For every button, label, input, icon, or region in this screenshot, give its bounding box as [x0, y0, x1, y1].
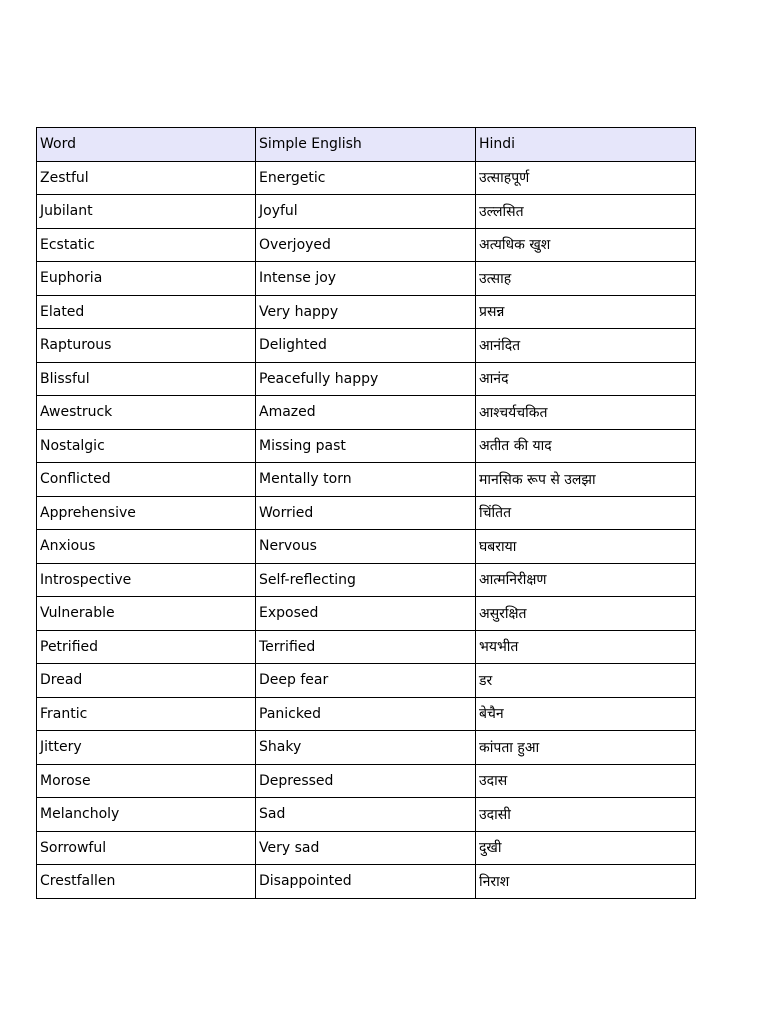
table-row: [37, 530, 696, 564]
table-body: [37, 161, 696, 898]
cell-hindi: आत्मनिरीक्षण: [476, 563, 696, 597]
cell-word: Jittery: [37, 731, 256, 765]
cell-simple-english: Depressed: [256, 764, 476, 798]
cell-simple-english: Very happy: [256, 295, 476, 329]
cell-hindi: उदास: [476, 764, 696, 798]
cell-word: Vulnerable: [37, 597, 256, 631]
table-row: [37, 496, 696, 530]
column-header-word: Word: [37, 128, 256, 162]
table-row: [37, 429, 696, 463]
cell-word: Ecstatic: [37, 228, 256, 262]
cell-simple-english: Terrified: [256, 630, 476, 664]
cell-word: Sorrowful: [37, 831, 256, 865]
table-row: [37, 228, 696, 262]
table-row: [37, 865, 696, 899]
cell-word: Rapturous: [37, 329, 256, 363]
table-row: [37, 731, 696, 765]
cell-hindi: आश्चर्यचकित: [476, 396, 696, 430]
cell-word: Dread: [37, 664, 256, 698]
cell-simple-english: Intense joy: [256, 262, 476, 296]
cell-simple-english: Shaky: [256, 731, 476, 765]
table-row: [37, 295, 696, 329]
cell-hindi: उल्लसित: [476, 195, 696, 229]
cell-word: Zestful: [37, 161, 256, 195]
table-row: [37, 630, 696, 664]
table-row: [37, 597, 696, 631]
cell-hindi: कांपता हुआ: [476, 731, 696, 765]
cell-simple-english: Panicked: [256, 697, 476, 731]
cell-word: Morose: [37, 764, 256, 798]
table-row: [37, 161, 696, 195]
cell-hindi: दुखी: [476, 831, 696, 865]
table-row: [37, 396, 696, 430]
cell-word: Conflicted: [37, 463, 256, 497]
cell-hindi: उत्साहपूर्ण: [476, 161, 696, 195]
cell-hindi: असुरक्षित: [476, 597, 696, 631]
cell-hindi: बेचैन: [476, 697, 696, 731]
cell-word: Apprehensive: [37, 496, 256, 530]
cell-simple-english: Disappointed: [256, 865, 476, 899]
cell-hindi: प्रसन्न: [476, 295, 696, 329]
cell-simple-english: Sad: [256, 798, 476, 832]
cell-simple-english: Missing past: [256, 429, 476, 463]
cell-simple-english: Nervous: [256, 530, 476, 564]
cell-hindi: अत्यधिक खुश: [476, 228, 696, 262]
cell-word: Frantic: [37, 697, 256, 731]
cell-word: Melancholy: [37, 798, 256, 832]
table-row: [37, 697, 696, 731]
vocabulary-table: [36, 127, 696, 899]
cell-word: Jubilant: [37, 195, 256, 229]
column-header-hindi: Hindi: [476, 128, 696, 162]
cell-hindi: भयभीत: [476, 630, 696, 664]
cell-word: Crestfallen: [37, 865, 256, 899]
cell-hindi: निराश: [476, 865, 696, 899]
cell-word: Awestruck: [37, 396, 256, 430]
table-row: [37, 764, 696, 798]
table-row: [37, 262, 696, 296]
table-row: [37, 463, 696, 497]
cell-simple-english: Energetic: [256, 161, 476, 195]
cell-hindi: घबराया: [476, 530, 696, 564]
table-row: [37, 362, 696, 396]
cell-hindi: चिंतित: [476, 496, 696, 530]
cell-hindi: उदासी: [476, 798, 696, 832]
table-row: [37, 798, 696, 832]
cell-simple-english: Peacefully happy: [256, 362, 476, 396]
cell-word: Introspective: [37, 563, 256, 597]
cell-word: Anxious: [37, 530, 256, 564]
column-header-simple-english: Simple English: [256, 128, 476, 162]
cell-word: Petrified: [37, 630, 256, 664]
cell-simple-english: Overjoyed: [256, 228, 476, 262]
cell-hindi: आनंद: [476, 362, 696, 396]
cell-word: Blissful: [37, 362, 256, 396]
cell-simple-english: Exposed: [256, 597, 476, 631]
table-header-row: [37, 128, 696, 162]
cell-simple-english: Worried: [256, 496, 476, 530]
cell-simple-english: Deep fear: [256, 664, 476, 698]
cell-simple-english: Joyful: [256, 195, 476, 229]
cell-simple-english: Very sad: [256, 831, 476, 865]
cell-hindi: अतीत की याद: [476, 429, 696, 463]
table-row: [37, 563, 696, 597]
cell-simple-english: Delighted: [256, 329, 476, 363]
table-row: [37, 329, 696, 363]
cell-hindi: डर: [476, 664, 696, 698]
cell-simple-english: Amazed: [256, 396, 476, 430]
cell-word: Nostalgic: [37, 429, 256, 463]
cell-hindi: मानसिक रूप से उलझा: [476, 463, 696, 497]
cell-simple-english: Self-reflecting: [256, 563, 476, 597]
cell-hindi: उत्साह: [476, 262, 696, 296]
table-row: [37, 195, 696, 229]
cell-word: Elated: [37, 295, 256, 329]
table-row: [37, 831, 696, 865]
cell-hindi: आनंदित: [476, 329, 696, 363]
cell-simple-english: Mentally torn: [256, 463, 476, 497]
cell-word: Euphoria: [37, 262, 256, 296]
table-row: [37, 664, 696, 698]
